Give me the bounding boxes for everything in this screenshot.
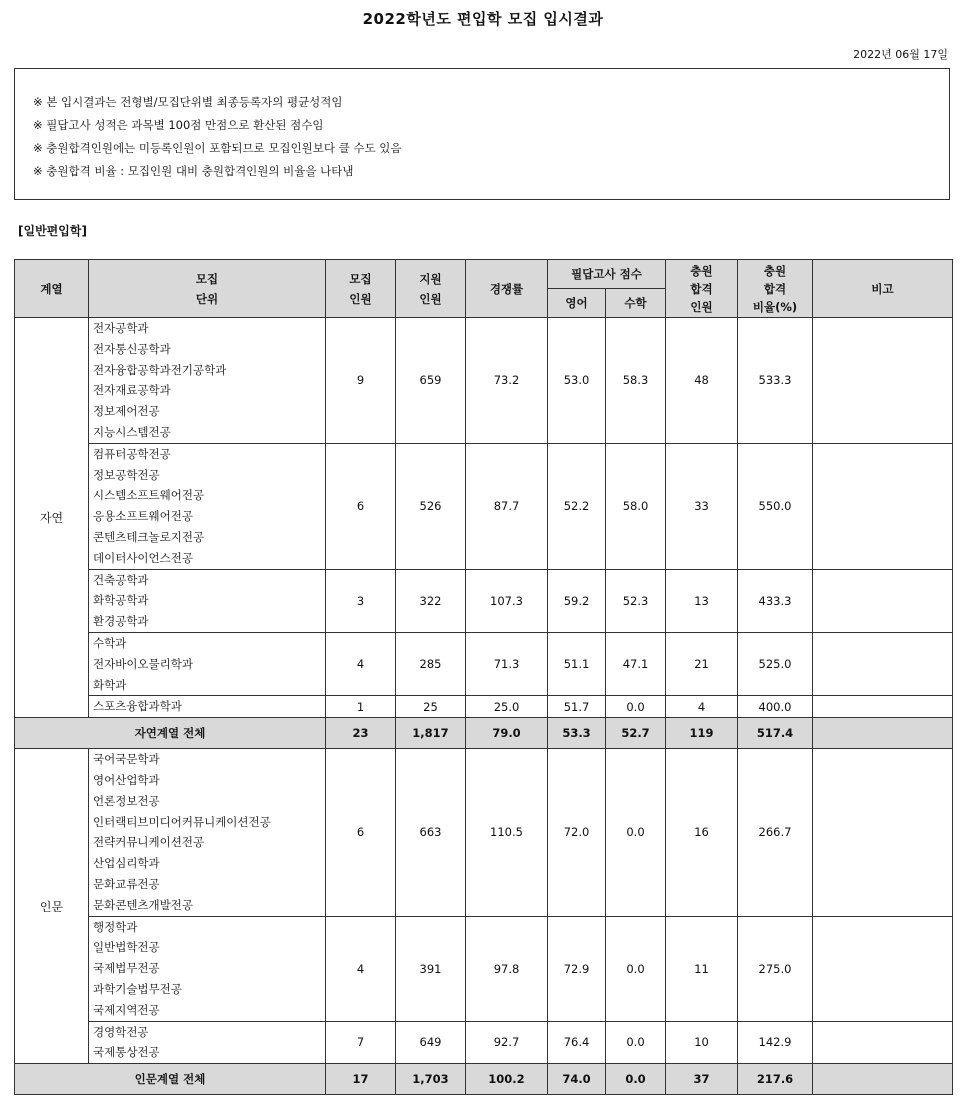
subtotal-extra-count-cell: 119 (666, 718, 738, 749)
header-english: 영어 (548, 289, 606, 318)
math-score-cell: 52.3 (606, 569, 666, 632)
header-applicants: 지원 인원 (396, 260, 466, 318)
english-score-cell: 72.9 (548, 916, 606, 1021)
ratio-cell: 87.7 (466, 443, 548, 569)
remarks-cell (813, 632, 953, 695)
note-line: ※ 충원합격인원에는 미등록인원이 포함되므로 모집인원보다 클 수도 있음 (33, 141, 402, 155)
quota-cell: 4 (326, 632, 396, 695)
note-line: ※ 충원합격 비율 : 모집인원 대비 충원합격인원의 비율을 나타냄 (33, 164, 354, 178)
extra-count-cell: 13 (666, 569, 738, 632)
department-name: 언론정보전공 (93, 793, 160, 808)
remarks-cell (813, 1021, 953, 1064)
header-category: 계열 (15, 260, 89, 318)
subtotal-label: 인문계열 전체 (15, 1064, 326, 1095)
ratio-cell: 25.0 (466, 696, 548, 718)
math-score-cell: 0.0 (606, 696, 666, 718)
subtotal-math-score-cell: 0.0 (606, 1064, 666, 1095)
extra-count-cell: 21 (666, 632, 738, 695)
subtotal-quota-cell: 17 (326, 1064, 396, 1095)
note-line: ※ 본 입시결과는 전형별/모집단위별 최종등록자의 평균성적임 (33, 95, 343, 109)
remarks-cell (813, 749, 953, 916)
department-name: 경영학전공 (93, 1024, 149, 1039)
extra-count-cell: 48 (666, 318, 738, 444)
extra-count-cell: 11 (666, 916, 738, 1021)
table-row (15, 318, 953, 444)
notes-box (14, 68, 950, 200)
quota-cell: 1 (326, 696, 396, 718)
table-row (15, 632, 953, 695)
page-title: 2022학년도 편입학 모집 입시결과 (362, 10, 604, 28)
header-exam: 필답고사 점수 (548, 260, 666, 289)
applicants-cell: 322 (396, 569, 466, 632)
department-name: 화학과 (93, 677, 127, 692)
english-score-cell: 51.1 (548, 632, 606, 695)
table-row (15, 916, 953, 1021)
extra-count-cell: 16 (666, 749, 738, 916)
math-score-cell: 58.3 (606, 318, 666, 444)
subtotal-applicants-cell: 1,703 (396, 1064, 466, 1095)
header-ratio: 경쟁률 (466, 260, 548, 318)
department-name: 전자통신공학과 (93, 341, 171, 356)
department-cell (89, 749, 326, 916)
subtotal-english-score-cell: 74.0 (548, 1064, 606, 1095)
header-extra: 충원 합격 인원 (666, 260, 738, 318)
department-cell (89, 443, 326, 569)
department-name: 정보공학전공 (93, 467, 160, 482)
remarks-cell (813, 443, 953, 569)
extra-rate-cell: 400.0 (738, 696, 813, 718)
subtotal-english-score-cell: 53.3 (548, 718, 606, 749)
department-name: 건축공학과 (93, 572, 149, 587)
ratio-cell: 92.7 (466, 1021, 548, 1064)
department-name: 국제통상전공 (93, 1045, 160, 1060)
department-name: 국어국문학과 (93, 752, 160, 767)
department-name: 국제법무전공 (93, 961, 160, 976)
department-cell (89, 916, 326, 1021)
header-math: 수학 (606, 289, 666, 318)
extra-count-cell: 10 (666, 1021, 738, 1064)
department-cell (89, 632, 326, 695)
subtotal-row (15, 1064, 953, 1095)
department-name: 화학공학과 (93, 593, 149, 608)
results-table (14, 259, 953, 1095)
subtotal-remarks-cell (813, 718, 953, 749)
department-name: 시스템소프트웨어전공 (93, 488, 205, 503)
department-name: 전략커뮤니케이션전공 (93, 835, 205, 850)
subtotal-extra-rate-cell: 517.4 (738, 718, 813, 749)
extra-rate-cell: 275.0 (738, 916, 813, 1021)
applicants-cell: 659 (396, 318, 466, 444)
remarks-cell (813, 569, 953, 632)
extra-count-cell: 4 (666, 696, 738, 718)
math-score-cell: 58.0 (606, 443, 666, 569)
math-score-cell: 0.0 (606, 916, 666, 1021)
table-row (15, 443, 953, 569)
department-name: 영어산업학과 (93, 772, 160, 787)
department-cell (89, 318, 326, 444)
subtotal-applicants-cell: 1,817 (396, 718, 466, 749)
department-name: 인터랙티브미디어커뮤니케이션전공 (93, 814, 271, 829)
extra-rate-cell: 266.7 (738, 749, 813, 916)
english-score-cell: 52.2 (548, 443, 606, 569)
math-score-cell: 0.0 (606, 1021, 666, 1064)
quota-cell: 3 (326, 569, 396, 632)
category-cell: 인문 (15, 749, 89, 1064)
report-date: 2022년 06월 17일 (853, 48, 948, 61)
section-title: [일반편입학] (18, 224, 87, 238)
subtotal-label: 자연계열 전체 (15, 718, 326, 749)
subtotal-quota-cell: 23 (326, 718, 396, 749)
subtotal-ratio-cell: 79.0 (466, 718, 548, 749)
subtotal-remarks-cell (813, 1064, 953, 1095)
english-score-cell: 51.7 (548, 696, 606, 718)
department-name: 환경공학과 (93, 614, 149, 629)
applicants-cell: 25 (396, 696, 466, 718)
department-name: 컴퓨터공학전공 (93, 446, 171, 461)
department-cell (89, 1021, 326, 1064)
table-row (15, 696, 953, 718)
ratio-cell: 97.8 (466, 916, 548, 1021)
english-score-cell: 53.0 (548, 318, 606, 444)
department-name: 데이터사이언스전공 (93, 550, 193, 565)
math-score-cell: 0.0 (606, 749, 666, 916)
english-score-cell: 76.4 (548, 1021, 606, 1064)
subtotal-extra-rate-cell: 217.6 (738, 1064, 813, 1095)
ratio-cell: 73.2 (466, 318, 548, 444)
department-name: 산업심리학과 (93, 856, 160, 871)
department-name: 과학기술법무전공 (93, 981, 182, 996)
remarks-cell (813, 696, 953, 718)
subtotal-ratio-cell: 100.2 (466, 1064, 548, 1095)
table-row (15, 1021, 953, 1064)
extra-rate-cell: 433.3 (738, 569, 813, 632)
department-name: 전자바이오물리학과 (93, 656, 193, 671)
subtotal-extra-count-cell: 37 (666, 1064, 738, 1095)
remarks-cell (813, 318, 953, 444)
department-name: 스포츠융합과학과 (93, 699, 182, 714)
applicants-cell: 285 (396, 632, 466, 695)
note-line: ※ 필답고사 성적은 과목별 100점 만점으로 환산된 점수임 (33, 118, 324, 132)
header-extra-rate: 충원 합격 비율(%) (738, 260, 813, 318)
applicants-cell: 391 (396, 916, 466, 1021)
english-score-cell: 72.0 (548, 749, 606, 916)
department-name: 응용소프트웨어전공 (93, 509, 193, 524)
extra-rate-cell: 525.0 (738, 632, 813, 695)
extra-rate-cell: 142.9 (738, 1021, 813, 1064)
subtotal-math-score-cell: 52.7 (606, 718, 666, 749)
extra-count-cell: 33 (666, 443, 738, 569)
department-name: 전자융합공학과전기공학과 (93, 362, 227, 377)
header-remarks: 비고 (813, 260, 953, 318)
department-cell (89, 696, 326, 718)
department-name: 지능시스템전공 (93, 424, 171, 439)
applicants-cell: 526 (396, 443, 466, 569)
quota-cell: 9 (326, 318, 396, 444)
extra-rate-cell: 550.0 (738, 443, 813, 569)
category-cell: 자연 (15, 318, 89, 718)
table-row (15, 569, 953, 632)
math-score-cell: 47.1 (606, 632, 666, 695)
quota-cell: 4 (326, 916, 396, 1021)
department-name: 콘텐츠테크놀로지전공 (93, 529, 205, 544)
english-score-cell: 59.2 (548, 569, 606, 632)
header-unit: 모집 단위 (89, 260, 326, 318)
ratio-cell: 110.5 (466, 749, 548, 916)
quota-cell: 6 (326, 443, 396, 569)
department-name: 전자공학과 (93, 321, 149, 335)
extra-rate-cell: 533.3 (738, 318, 813, 444)
department-name: 문화교류전공 (93, 876, 160, 891)
department-name: 전자재료공학과 (93, 383, 171, 398)
quota-cell: 7 (326, 1021, 396, 1064)
ratio-cell: 71.3 (466, 632, 548, 695)
department-cell (89, 569, 326, 632)
department-name: 문화콘텐츠개발전공 (93, 897, 193, 912)
remarks-cell (813, 916, 953, 1021)
ratio-cell: 107.3 (466, 569, 548, 632)
quota-cell: 6 (326, 749, 396, 916)
table-row (15, 749, 953, 916)
department-name: 국제지역전공 (93, 1002, 160, 1017)
subtotal-row (15, 718, 953, 749)
header-quota: 모집 인원 (326, 260, 396, 318)
department-name: 수학과 (93, 635, 127, 650)
department-name: 정보제어전공 (93, 404, 160, 419)
department-name: 행정학과 (93, 919, 138, 934)
department-name: 일반법학전공 (93, 940, 160, 955)
applicants-cell: 649 (396, 1021, 466, 1064)
applicants-cell: 663 (396, 749, 466, 916)
